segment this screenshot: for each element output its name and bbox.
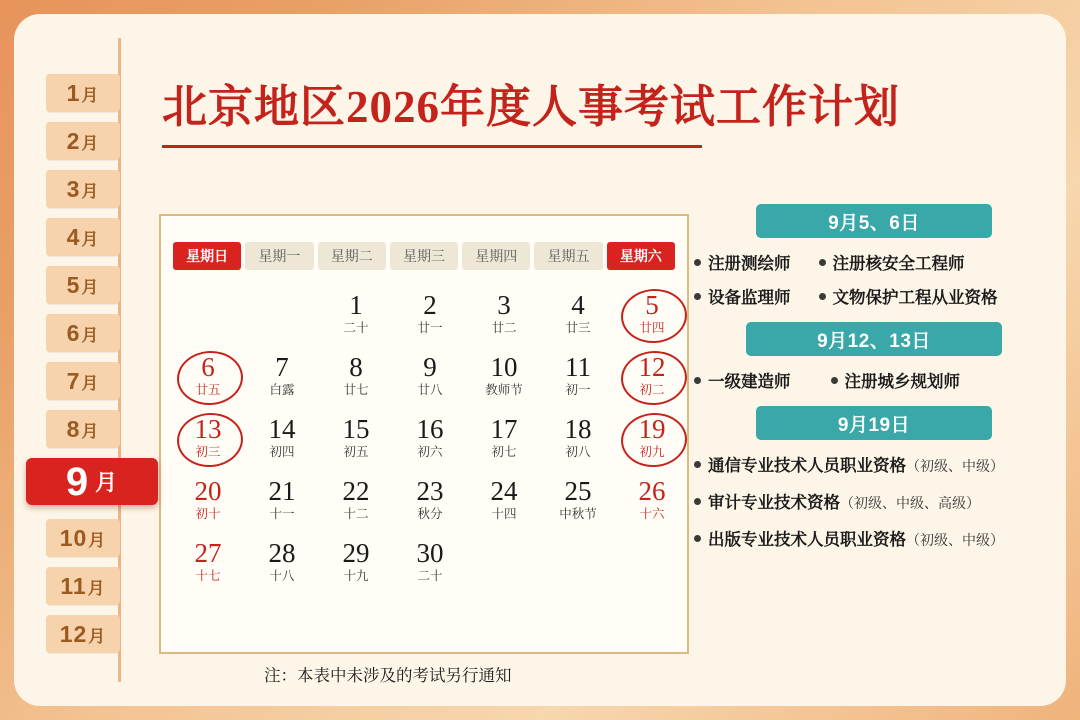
calendar-cell-highlighted[interactable] (615, 348, 689, 410)
calendar-cell[interactable] (319, 348, 393, 410)
month-tab-5[interactable] (46, 266, 120, 304)
exam-row (694, 250, 1054, 274)
month-tab-7[interactable] (46, 362, 120, 400)
month-tab-number: 5 (66, 271, 81, 298)
calendar-cell[interactable] (393, 286, 467, 348)
calendar-cell[interactable] (467, 286, 541, 348)
exam-name: 出版专业技术人员职业资格 (708, 531, 906, 549)
day-number: 11 (565, 352, 591, 382)
exam-item (694, 452, 1054, 476)
day-sublabel: 廿四 (639, 321, 665, 335)
day-number: 1 (349, 290, 363, 320)
day-number: 12 (638, 352, 666, 382)
calendar-cell (541, 534, 615, 596)
exam-section-sep-5-6 (694, 204, 1054, 308)
exam-level-note: （初级、中级、高级） (840, 495, 980, 511)
calendar-cell[interactable] (171, 472, 245, 534)
day-number: 27 (194, 538, 222, 568)
day-number: 7 (275, 352, 289, 382)
day-number: 24 (490, 476, 518, 506)
day-sublabel: 十九 (343, 569, 369, 583)
month-tab-number: 12 (59, 620, 88, 647)
month-tab-9-active[interactable] (26, 458, 158, 505)
exam-level-note: （初级、中级） (906, 458, 1004, 474)
day-number: 10 (490, 352, 518, 382)
poster-inner (14, 14, 1066, 706)
month-tab-number: 2 (66, 127, 81, 154)
calendar-cell[interactable] (245, 410, 319, 472)
day-sublabel: 廿七 (343, 383, 369, 397)
exam-item (819, 284, 998, 308)
weekday-thursday: 星期四 (462, 242, 530, 270)
day-number: 4 (571, 290, 585, 320)
month-tab-number: 9 (65, 459, 90, 504)
day-number: 25 (564, 476, 592, 506)
month-tab-8[interactable] (46, 410, 120, 448)
day-number: 19 (638, 414, 666, 444)
day-sublabel: 初一 (565, 383, 591, 397)
month-tab-number: 10 (59, 524, 88, 551)
month-tab-6[interactable] (46, 314, 120, 352)
day-sublabel: 廿八 (417, 383, 443, 397)
weekday-saturday: 星期六 (607, 242, 675, 270)
weekday-wednesday: 星期三 (390, 242, 458, 270)
day-sublabel: 初七 (491, 445, 517, 459)
month-tab-12[interactable] (46, 615, 120, 653)
day-sublabel: 廿五 (195, 383, 221, 397)
day-sublabel: 廿三 (565, 321, 591, 335)
day-number: 18 (564, 414, 592, 444)
exam-name: 通信专业技术人员职业资格 (708, 457, 906, 475)
calendar-cell[interactable] (393, 348, 467, 410)
day-number: 13 (194, 414, 222, 444)
month-tab-2[interactable] (46, 122, 120, 160)
day-number: 6 (201, 352, 215, 382)
bullet-icon (694, 535, 701, 542)
day-sublabel: 秋分 (417, 507, 443, 521)
calendar-cell[interactable] (393, 472, 467, 534)
month-tab-number: 7 (66, 367, 81, 394)
month-tab-suffix: 月 (88, 626, 107, 646)
day-sublabel: 初二 (639, 383, 665, 397)
day-number: 21 (268, 476, 296, 506)
exam-name: 注册测绘师 (708, 255, 791, 273)
calendar-cell[interactable] (171, 286, 245, 348)
calendar-cell[interactable] (467, 410, 541, 472)
day-number: 23 (416, 476, 444, 506)
month-tab-number: 1 (66, 79, 81, 106)
month-tab-suffix: 月 (87, 578, 106, 598)
day-number: 26 (638, 476, 666, 506)
section-header-date: 9月12、13日 (746, 322, 1002, 356)
exam-name: 注册城乡规划师 (844, 373, 960, 391)
bullet-icon (694, 259, 701, 266)
calendar-cell[interactable] (541, 472, 615, 534)
bullet-icon (694, 461, 701, 468)
month-tab-suffix: 月 (81, 421, 100, 441)
exam-item (694, 526, 1054, 550)
calendar-cell[interactable] (171, 534, 245, 596)
exam-section-sep-12-13 (694, 322, 1054, 392)
day-number: 15 (342, 414, 370, 444)
bullet-icon (819, 259, 826, 266)
footer-note: 注：本表中未涉及的考试另行通知 (264, 667, 512, 685)
month-tab-number: 3 (66, 175, 81, 202)
calendar-days (171, 286, 677, 596)
calendar-cell[interactable] (393, 534, 467, 596)
month-tab-suffix: 月 (81, 133, 100, 153)
exam-item (694, 489, 1054, 513)
calendar-cell-highlighted[interactable] (171, 348, 245, 410)
calendar-cell[interactable] (615, 472, 689, 534)
day-sublabel: 十七 (195, 569, 221, 583)
calendar-cell[interactable] (245, 286, 319, 348)
exam-name: 审计专业技术资格 (708, 494, 840, 512)
day-number: 8 (349, 352, 363, 382)
day-sublabel: 二十 (343, 321, 369, 335)
month-tab-number: 8 (66, 415, 81, 442)
month-tab-number: 11 (60, 572, 87, 599)
day-number: 28 (268, 538, 296, 568)
calendar-cell[interactable] (467, 348, 541, 410)
exam-name: 注册核安全工程师 (832, 255, 965, 273)
day-number: 17 (490, 414, 518, 444)
day-sublabel: 初六 (417, 445, 443, 459)
exam-name: 设备监理师 (708, 289, 791, 307)
month-tab-suffix: 月 (81, 229, 100, 249)
title-underline (162, 145, 702, 148)
weekday-monday: 星期一 (245, 242, 313, 270)
day-number: 9 (423, 352, 437, 382)
section-header-date: 9月5、6日 (756, 204, 992, 238)
day-sublabel: 初四 (269, 445, 295, 459)
bullet-icon (694, 293, 701, 300)
exam-row (694, 368, 1054, 392)
bullet-icon (819, 293, 826, 300)
month-tab-suffix: 月 (81, 325, 100, 345)
day-sublabel: 初五 (343, 445, 369, 459)
exam-row (694, 284, 1054, 308)
day-sublabel: 初三 (195, 445, 221, 459)
month-tab-suffix: 月 (81, 85, 100, 105)
page-title: 北京地区2026年度人事考试工作计划 (162, 82, 901, 132)
month-tab-suffix: 月 (88, 530, 107, 550)
day-sublabel: 十八 (269, 569, 295, 583)
day-sublabel: 中秋节 (559, 507, 597, 521)
calendar-cell[interactable] (541, 286, 615, 348)
day-number: 16 (416, 414, 444, 444)
day-sublabel: 廿一 (417, 321, 443, 335)
exam-item (819, 250, 965, 274)
calendar-cell-highlighted[interactable] (615, 286, 689, 348)
day-number: 5 (645, 290, 659, 320)
exam-item (694, 368, 791, 392)
day-sublabel: 教师节 (485, 383, 523, 397)
month-tab-suffix: 月 (95, 470, 119, 495)
exam-name: 文物保护工程从业资格 (832, 289, 998, 307)
day-sublabel: 白露 (269, 383, 295, 397)
month-tab-number: 4 (66, 223, 81, 250)
exam-name: 一级建造师 (708, 373, 791, 391)
bullet-icon (694, 498, 701, 505)
month-tab-4[interactable] (46, 218, 120, 256)
calendar-cell[interactable] (245, 472, 319, 534)
weekday-friday: 星期五 (534, 242, 602, 270)
day-sublabel: 十六 (639, 507, 665, 521)
month-tab-11[interactable] (46, 567, 120, 605)
calendar-cell[interactable] (245, 348, 319, 410)
day-sublabel: 初八 (565, 445, 591, 459)
calendar-cell (615, 534, 689, 596)
calendar-cell[interactable] (319, 534, 393, 596)
month-tab-number: 6 (66, 319, 81, 346)
day-number: 2 (423, 290, 437, 320)
weekday-sunday: 星期日 (173, 242, 241, 270)
day-sublabel: 十二 (343, 507, 369, 521)
calendar-cell (467, 534, 541, 596)
weekday-tuesday: 星期二 (318, 242, 386, 270)
calendar-cell[interactable] (467, 472, 541, 534)
day-sublabel: 初十 (195, 507, 221, 521)
month-tab-10[interactable] (46, 519, 120, 557)
day-number: 30 (416, 538, 444, 568)
month-tab-3[interactable] (46, 170, 120, 208)
month-tab-suffix: 月 (81, 277, 100, 297)
bullet-icon (831, 377, 838, 384)
month-tab-suffix: 月 (81, 373, 100, 393)
title-block (162, 70, 922, 148)
calendar-cell[interactable] (319, 286, 393, 348)
exam-level-note: （初级、中级） (906, 532, 1004, 548)
day-number: 22 (342, 476, 370, 506)
calendar-cell-highlighted[interactable] (615, 410, 689, 472)
section-header-date: 9月19日 (756, 406, 992, 440)
day-number: 14 (268, 414, 296, 444)
calendar-cell[interactable] (245, 534, 319, 596)
day-sublabel: 十四 (491, 507, 517, 521)
day-sublabel: 初九 (639, 445, 665, 459)
day-number: 3 (497, 290, 511, 320)
bullet-icon (694, 377, 701, 384)
calendar-grid (171, 242, 677, 596)
day-sublabel: 二十 (417, 569, 443, 583)
day-sublabel: 十一 (269, 507, 295, 521)
month-rail (14, 14, 132, 706)
month-tab-suffix: 月 (81, 181, 100, 201)
exam-schedule-panel (694, 204, 1054, 564)
day-number: 29 (342, 538, 370, 568)
exam-item (831, 368, 961, 392)
calendar-cell[interactable] (319, 472, 393, 534)
calendar-cell[interactable] (541, 348, 615, 410)
day-sublabel: 廿二 (491, 321, 517, 335)
day-number: 20 (194, 476, 222, 506)
calendar-card (159, 214, 689, 654)
calendar-cell-highlighted[interactable] (171, 410, 245, 472)
weekday-header-row (171, 242, 677, 270)
exam-item (694, 284, 791, 308)
calendar-cell[interactable] (541, 410, 615, 472)
month-tab-1[interactable] (46, 74, 120, 112)
calendar-cell[interactable] (393, 410, 467, 472)
exam-section-sep-19 (694, 406, 1054, 550)
exam-item (694, 250, 791, 274)
calendar-cell[interactable] (319, 410, 393, 472)
